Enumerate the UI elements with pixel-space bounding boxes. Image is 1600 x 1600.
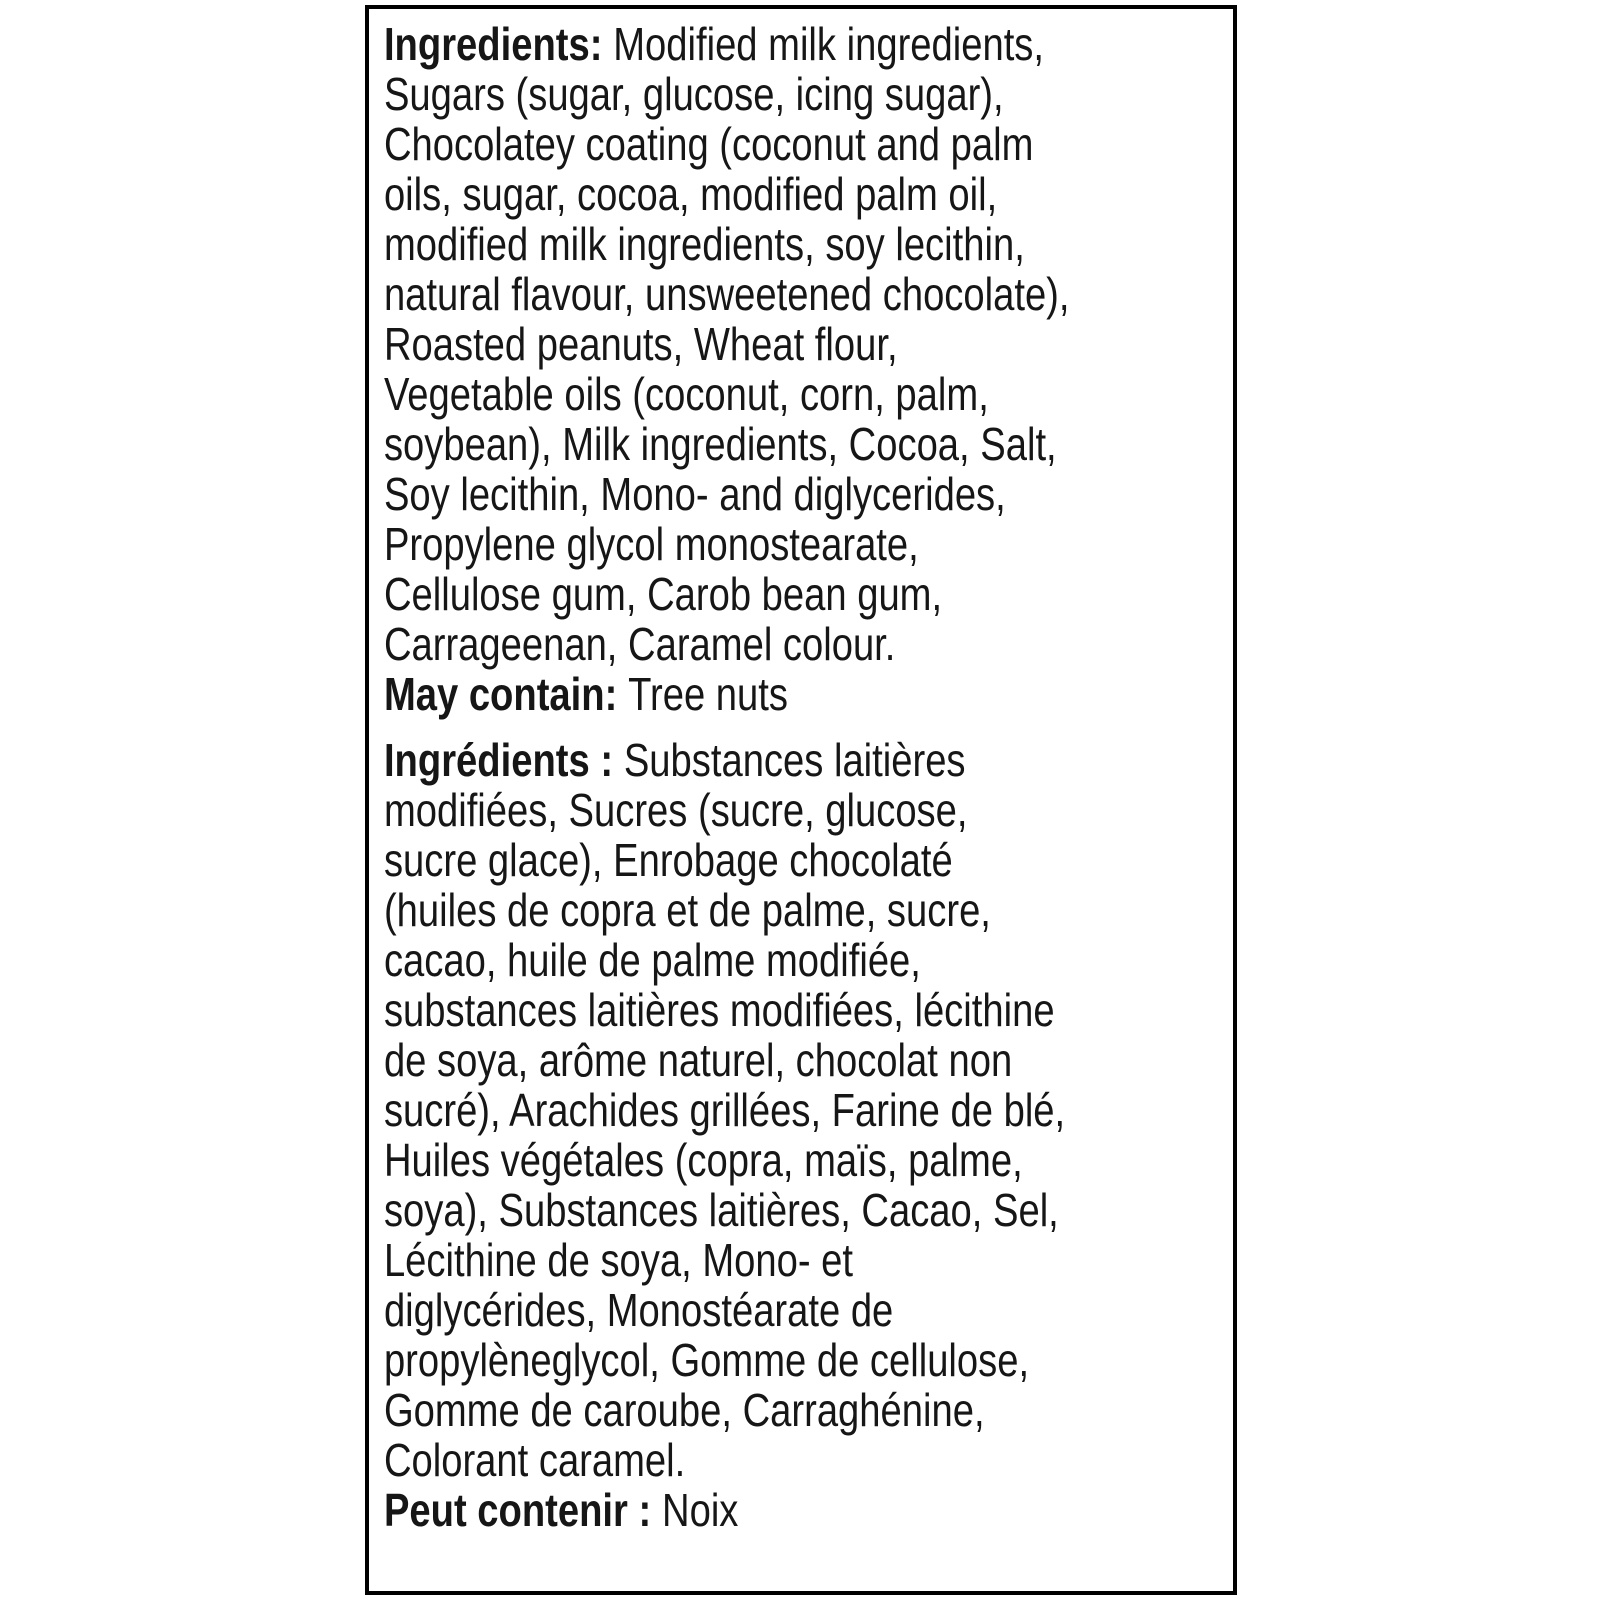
line-text: Soy lecithin, Mono- and diglycerides, <box>383 468 1006 520</box>
line-text: Roasted peanuts, Wheat flour, <box>383 318 898 370</box>
label-line <box>384 319 1231 369</box>
line-text: de soya, arôme naturel, chocolat non <box>383 1034 1013 1086</box>
label-line <box>384 219 1231 269</box>
line-text: Noix <box>662 1484 739 1536</box>
label-line <box>384 835 1231 885</box>
line-text: propylèneglycol, Gomme de cellulose, <box>383 1334 1030 1386</box>
label-line <box>384 935 1231 985</box>
line-text: soya), Substances laitières, Cacao, Sel, <box>383 1184 1059 1236</box>
label-line <box>384 119 1231 169</box>
line-text: (huiles de copra et de palme, sucre, <box>383 884 991 936</box>
line-text: soybean), Milk ingredients, Cocoa, Salt, <box>383 418 1057 470</box>
line-text: sucre glace), Enrobage chocolaté <box>383 834 953 886</box>
label-line <box>384 985 1231 1035</box>
label-line <box>384 419 1231 469</box>
line-text: modifiées, Sucres (sucre, glucose, <box>383 784 968 836</box>
label-line <box>384 785 1231 835</box>
ingredient-text-column <box>369 9 1231 1535</box>
line-text: Vegetable oils (coconut, corn, palm, <box>383 368 989 420</box>
line-text: Modified milk ingredients, <box>613 18 1045 70</box>
line-text: Colorant caramel. <box>383 1434 686 1486</box>
label-line <box>384 1135 1231 1185</box>
may-contain-line-fr <box>384 1485 1231 1535</box>
line-text: Cellulose gum, Carob bean gum, <box>383 568 943 620</box>
label-line <box>384 619 1231 669</box>
line-text: Huiles végétales (copra, maïs, palme, <box>383 1134 1023 1186</box>
label-line <box>384 1185 1231 1235</box>
line-text: cacao, huile de palme modifiée, <box>383 934 921 986</box>
may-contain-line-en <box>384 669 1231 719</box>
label-line <box>384 1335 1231 1385</box>
ingredient-label-box <box>365 5 1237 1595</box>
label-line <box>384 1435 1231 1485</box>
label-line <box>384 519 1231 569</box>
may-contain-heading-fr: Peut contenir : <box>383 1484 652 1536</box>
label-line <box>384 569 1231 619</box>
ingredients-heading-en: Ingredients: <box>383 18 603 70</box>
label-line <box>384 1085 1231 1135</box>
may-contain-heading-en: May contain: <box>383 668 618 720</box>
label-line <box>384 885 1231 935</box>
line-text: Chocolatey coating (coconut and palm <box>383 118 1034 170</box>
line-text: Sugars (sugar, glucose, icing sugar), <box>383 68 1004 120</box>
label-line <box>384 369 1231 419</box>
line-text: substances laitières modifiées, lécithine <box>383 984 1055 1036</box>
line-text: Substances laitières <box>623 734 966 786</box>
label-line <box>384 469 1231 519</box>
label-line <box>384 19 1231 69</box>
label-line <box>384 1035 1231 1085</box>
label-line <box>384 169 1231 219</box>
line-text: sucré), Arachides grillées, Farine de blé, <box>383 1084 1066 1136</box>
label-line <box>384 1385 1231 1435</box>
line-text: oils, sugar, cocoa, modified palm oil, <box>383 168 998 220</box>
line-text: Propylene glycol monostearate, <box>383 518 919 570</box>
line-text: diglycérides, Monostéarate de <box>383 1284 894 1336</box>
label-line <box>384 1235 1231 1285</box>
line-text: Tree nuts <box>628 668 788 720</box>
line-text: natural flavour, unsweetened chocolate), <box>383 268 1070 320</box>
line-text: modified milk ingredients, soy lecithin, <box>383 218 1025 270</box>
line-text: Lécithine de soya, Mono- et <box>383 1234 853 1286</box>
line-text: Carrageenan, Caramel colour. <box>383 618 896 670</box>
label-line <box>384 69 1231 119</box>
label-line <box>384 735 1231 785</box>
label-line <box>384 1285 1231 1335</box>
label-line <box>384 269 1231 319</box>
line-text: Gomme de caroube, Carraghénine, <box>383 1384 985 1436</box>
ingredients-heading-fr: Ingrédients : <box>383 734 614 786</box>
